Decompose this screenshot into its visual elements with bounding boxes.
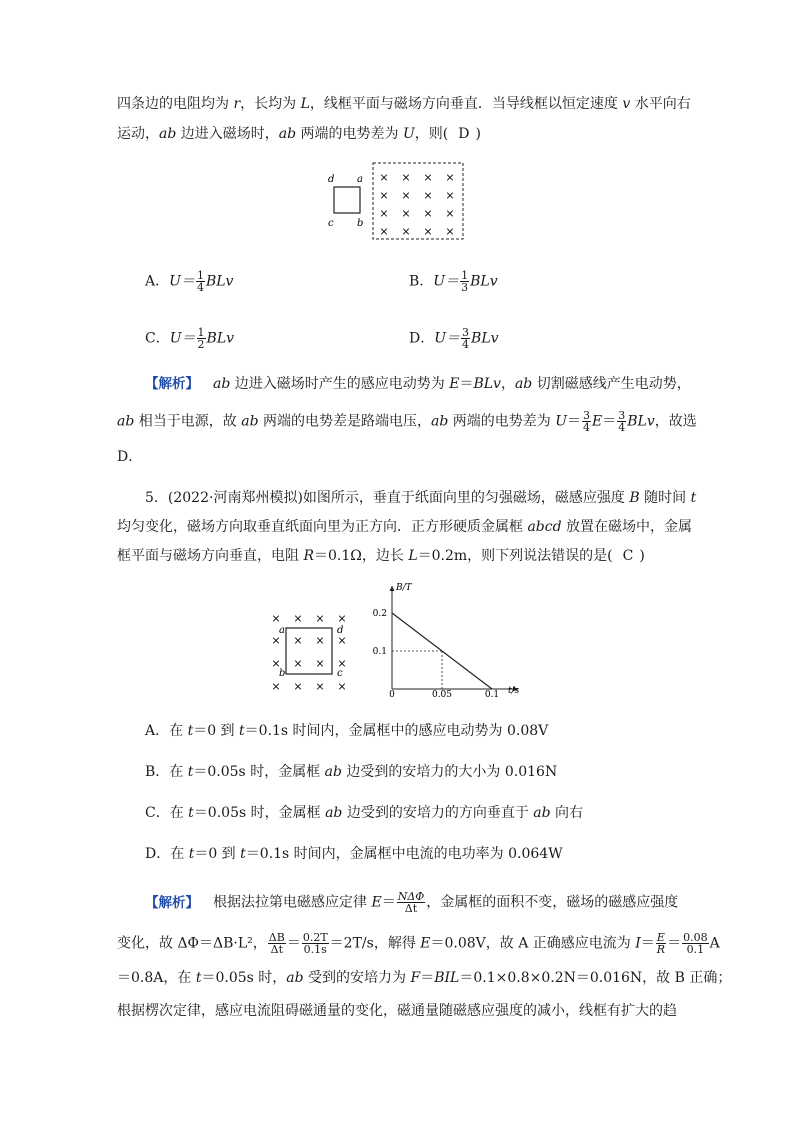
q5-analysis-line-4 [117,1001,677,1021]
var: E [420,935,431,952]
var-ab: ab [278,126,297,142]
text: ＝0.05s 时， [201,970,287,986]
text: ，长均为 [240,96,301,112]
q5-field-figure [266,608,358,694]
numerator: 1 [461,269,469,282]
q4-option-d[interactable] [409,327,499,350]
q5-analysis-line-2 [117,932,720,955]
field-cross: × [271,680,281,693]
text: ＝0.1×0.8×0.2N＝0.016N，故 B 正确； [459,970,732,986]
var: E [592,413,603,430]
text: B．在 [145,764,188,780]
text: ＝ [286,935,301,952]
denominator: Δt [270,943,283,956]
var: BLv [473,376,501,392]
option-letter: A． [145,273,170,290]
q4-analysis-line-2 [117,410,697,433]
var-L: L [408,548,418,564]
fraction [397,891,426,914]
text: 相当于电源，故 [134,413,242,430]
var: t [188,805,194,821]
denominator: 4 [196,281,204,294]
text: A [709,935,720,952]
field-cross: × [423,171,433,184]
field-cross: × [293,657,303,670]
text: 向右 [550,805,584,821]
text: ＝ [667,935,682,952]
var: ab [430,413,449,430]
option-tail: BLv [205,273,234,290]
text: 根据楞次定律，感应电流阻碍磁通量的变化，磁通量随磁感应强度的减小，线框有扩大的趋 [117,1003,677,1019]
var-R: R [303,548,314,564]
text: 变化，故 ΔΦ＝ΔB·L²， [117,935,267,952]
q4-figure [322,160,472,244]
text: ，线框平面与磁场方向垂直．当导线框以恒定速度 [309,96,623,112]
field-cross: × [379,171,389,184]
text: 根据法拉第电磁感应定律 [213,894,372,911]
var: ab [324,764,342,780]
field-cross: × [271,634,281,647]
text: ＝0 到 [194,846,241,862]
denominator: Δt [404,902,418,915]
var: t [187,764,194,780]
denominator: 0.1 [686,943,705,956]
q5-stem-line-1 [145,488,696,508]
q5-analysis-line-3 [117,968,731,988]
text: 两端的电势差是路端电压， [258,413,431,430]
numerator: 1 [196,269,204,282]
text: ， [500,376,515,392]
var: E [371,894,382,911]
text: 边受到的安培力的方向垂直于 [342,805,534,821]
q4-answer: D [458,126,470,142]
text: ) [639,548,645,564]
field-cross: × [423,189,433,202]
q5-answer: C [622,548,634,564]
text: 运动， [117,126,159,142]
field-cross: × [379,225,389,238]
text: 切割磁感线产生电动势， [532,376,691,392]
text: ＝0.05s 时，金属框 [193,805,326,821]
field-cross: × [445,171,455,184]
field-cross: × [401,171,411,184]
var-v: v [622,96,631,112]
var: ab [213,376,231,392]
text: ＝0.08V，故 A 正确感应电流为 [430,935,636,952]
numerator: ΔB [268,931,285,944]
fraction [656,932,666,955]
fraction [460,270,469,293]
text: 放置在磁场中，金属 [561,519,693,535]
var: t [240,846,246,862]
text: 四条边的电阻均为 [117,96,234,112]
text: 均匀变化，磁场方向取垂直纸面向里为正方向．正方形硬质金属框 [117,519,528,535]
text: 边受到的安培力的大小为 0.016N [341,764,558,780]
analysis-tag: 【解析】 [145,376,199,392]
q5-option-b[interactable] [145,762,557,782]
label-c: c [328,218,334,229]
q4-option-c[interactable] [145,327,234,350]
field-cross: × [337,657,347,670]
field-crosses [379,171,454,238]
var-r: r [233,96,241,112]
text: ＝0.05s 时，金属框 [193,764,325,780]
label-c: c [337,668,343,679]
text: ) [475,126,481,142]
q5-option-a[interactable] [145,721,548,741]
text: ＝0.1Ω，边长 [314,548,409,564]
field-cross: × [293,680,303,693]
numerator: NΔΦ [397,890,425,903]
option-lhs: U＝ [434,330,461,347]
field-cross: × [445,225,455,238]
text: ，金属框的面积不变，磁场的磁感应强度 [426,894,679,911]
text: 边进入磁场时， [176,126,279,142]
text: 水平向右 [630,96,691,112]
label-d: d [328,174,335,185]
text: 随时间 [639,490,691,506]
option-tail: BLv [471,330,499,347]
numerator: 3 [462,326,470,339]
fraction [682,932,709,955]
text: ＝ [420,970,435,986]
text: ＝ [381,894,396,911]
var: t [195,970,202,986]
var: ab [514,376,533,392]
y-tick-label: 0.2 [372,609,387,619]
fraction [302,932,329,955]
var-t: t [690,490,697,506]
option-letter: D． [409,330,435,347]
var: U [555,413,568,430]
option-lhs: U＝ [433,273,460,290]
field-cross: × [293,634,303,647]
field-cross: × [315,657,325,670]
text: 受到的安培力为 [303,970,411,986]
text: ＝0.2m，则下列说法错误的是( [417,548,613,564]
q5-stem-line-2 [117,517,692,537]
text: ＝ [602,413,617,430]
denominator: 4 [462,338,470,351]
text: ＝0.1s 时间内，金属框中电流的电功率为 0.064W [245,846,563,862]
q4-analysis-line-3 [117,447,142,467]
var: E [449,376,460,392]
text: D． [117,449,143,465]
q4-analysis-line-1 [145,374,691,394]
var-B: B [629,490,640,506]
var-L: L [300,96,310,112]
x-axis-label: t/s [508,686,520,696]
option-lhs: U＝ [169,330,196,347]
text: 两端的电势差为 [296,126,403,142]
text: ＝0 到 [193,723,240,739]
analysis-tag: 【解析】 [145,894,199,911]
field-cross: × [293,612,303,625]
text: 边进入磁场时产生的感应电动势为 [230,376,450,392]
text: ＝2T/s，解得 [329,935,421,952]
field-cross: × [401,207,411,220]
var: F [410,970,421,986]
y-axis-label: B/T [396,583,412,593]
option-tail: BLv [206,330,235,347]
y-tick-label: 0.1 [372,647,387,657]
text: A．在 [145,723,188,739]
var-ab: ab [159,126,177,142]
text: ＝0.1s 时间内，金属框中的感应电动势为 0.08V [244,723,549,739]
text: 5．(2022·河南郑州模拟)如图所示，垂直于纸面向里的匀强磁场，磁感应强度 [145,490,630,506]
q5-analysis-line-1 [145,891,678,914]
label-b: b [279,668,286,679]
q4-option-b[interactable] [409,270,498,293]
q5-option-d[interactable] [145,844,563,864]
b-t-chart [368,578,528,698]
denominator: 3 [461,281,469,294]
field-cross: × [379,189,389,202]
field-cross: × [379,207,389,220]
field-cross: × [337,634,347,647]
numerator: 1 [197,326,205,339]
label-a: a [357,174,363,185]
numerator: 3 [618,409,626,422]
fraction [617,410,626,433]
label-b: b [357,218,364,229]
field-cross: × [337,680,347,693]
var: ab [325,805,343,821]
numerator: 0.08 [683,931,708,944]
numerator: E [656,931,665,944]
fraction [268,932,286,955]
denominator: 4 [618,421,626,434]
text: 两端的电势差为 [448,413,556,430]
field-cross: × [271,612,281,625]
var: t [239,723,245,739]
fraction [582,410,591,433]
option-letter: C． [145,330,170,347]
text: ，则( [414,126,449,142]
field-cross: × [271,657,281,670]
var: ab [117,413,135,430]
field-cross: × [401,225,411,238]
option-letter: B． [409,273,434,290]
denominator: R [656,943,666,956]
label-d: d [337,625,344,636]
label-a: a [279,625,285,636]
fraction [196,270,205,293]
denominator: 0.1s [303,943,327,956]
var: BIL [434,970,460,986]
q5-stem-line-3 [117,546,645,566]
field-cross: × [445,189,455,202]
var: t [188,846,195,862]
numerator: 0.2T [302,931,328,944]
numerator: 3 [583,409,591,422]
x-tick-label: 0.05 [431,690,453,698]
field-cross: × [423,207,433,220]
field-cross: × [315,680,325,693]
text: C．在 [145,805,189,821]
q4-stem-line-1 [117,94,691,114]
var: ab [286,970,304,986]
wire-frame [334,187,360,213]
var: BLv [627,413,655,430]
fraction [461,327,470,350]
denominator: 2 [197,338,205,351]
field-cross: × [445,207,455,220]
x-tick-label: 0.1 [484,690,500,698]
var: I [635,935,641,952]
option-tail: BLv [470,273,498,290]
option-lhs: U＝ [169,273,195,290]
var: ab [533,805,551,821]
text: ，故选 [654,413,697,430]
var: ab [241,413,259,430]
q5-option-c[interactable] [145,803,583,823]
text: D．在 [145,846,189,862]
q4-option-a[interactable] [145,270,233,293]
y-axis-arrow [390,586,395,591]
var-abcd: abcd [527,519,562,535]
field-cross: × [423,225,433,238]
text: ＝ [459,376,474,392]
var-U: U [402,126,415,142]
fraction [197,327,206,350]
text: ＝0.8A，在 [117,970,196,986]
denominator: 4 [583,421,591,434]
x-tick-label: 0 [389,690,395,698]
var: t [187,723,194,739]
field-cross: × [337,612,347,625]
text: 框平面与磁场方向垂直，电阻 [117,548,304,564]
field-cross: × [401,189,411,202]
q4-stem-line-2 [117,124,481,144]
text: ＝ [567,413,582,430]
field-cross: × [315,612,325,625]
field-cross: × [315,634,325,647]
text: ＝ [640,935,655,952]
